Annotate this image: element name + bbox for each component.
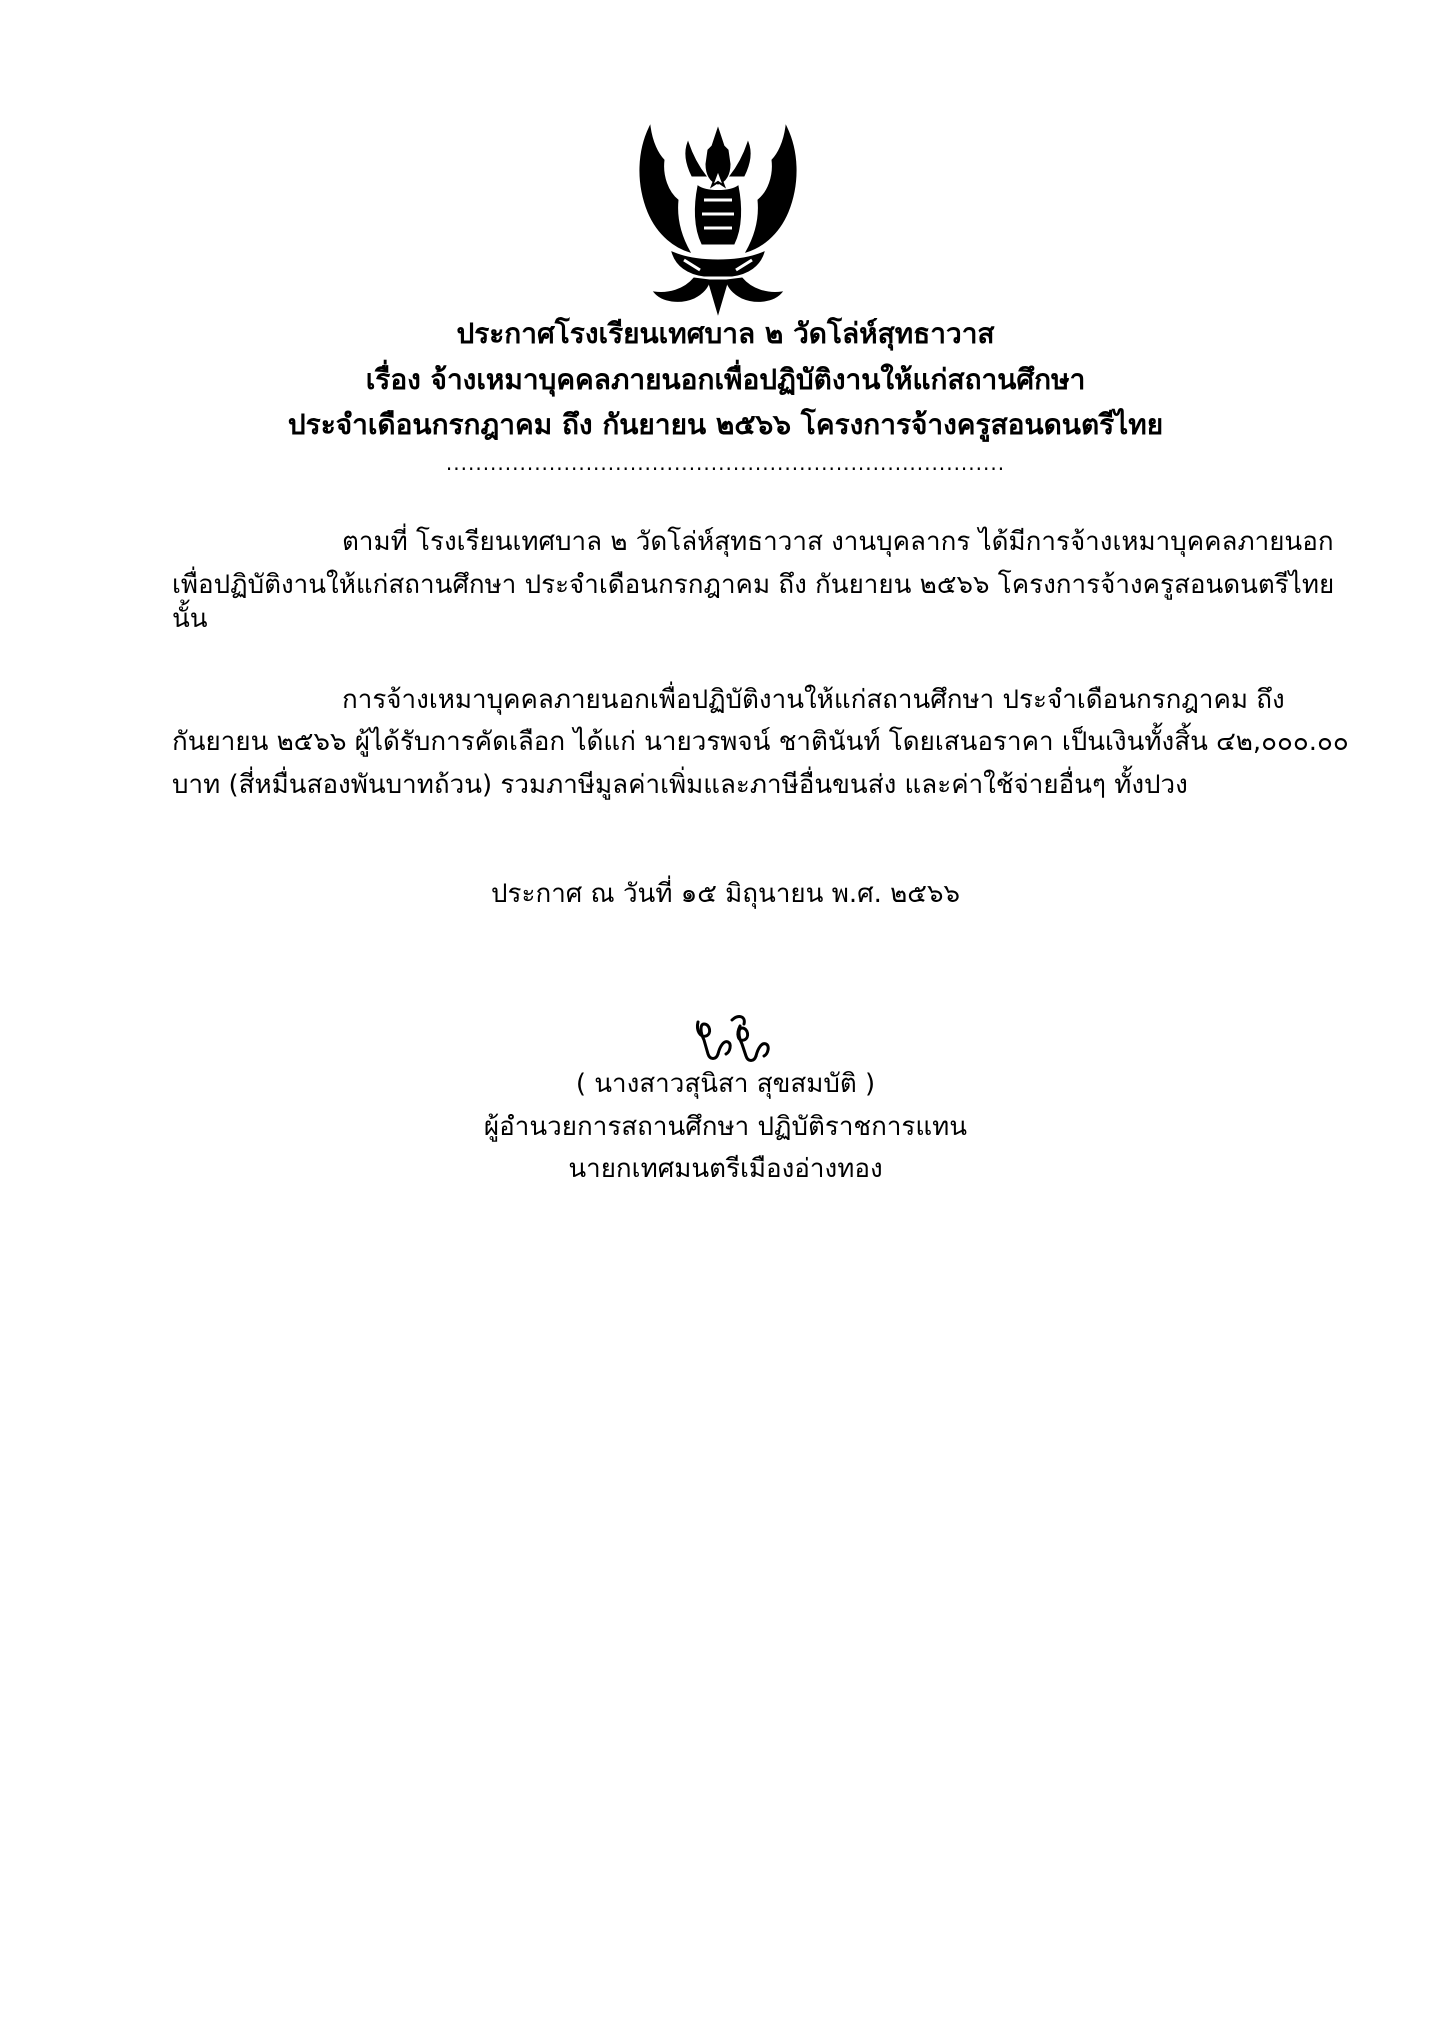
para2-line1: การจ้างเหมาบุคคลภายนอกเพื่อปฏิบัติงานให้แก่สถานศึกษา ประจำเดือนกรกฎาคม ถึง (342, 685, 1285, 715)
para2-line3: บาท (สี่หมื่นสองพันบาทถ้วน) รวมภาษีมูลค่าเพิ่มและภาษีอื่นขนส่ง และค่าใช้จ่ายอื่นๆ ทั้งปวง (172, 770, 1188, 800)
para1-line1: ตามที่ โรงเรียนเทศบาล ๒ วัดโล่ห์สุทธาวาส งานบุคลากร ได้มีการจ้างเหมาบุคคลภายนอก (342, 527, 1334, 557)
signer-name: ( นางสาวสุนิสา สุขสมบัติ ) (575, 1069, 876, 1099)
announcement-period: ประจำเดือนกรกฎาคม ถึง กันยายน ๒๕๖๖ โครงการจ้างครูสอนดนตรีไทย (287, 408, 1164, 441)
signer-office: นายกเทศมนตรีเมืองอ่างทอง (568, 1154, 883, 1184)
signer-position: ผู้อำนวยการสถานศึกษา ปฏิบัติราชการแทน (483, 1112, 968, 1142)
announcement-title: ประกาศโรงเรียนเทศบาล ๒ วัดโล่ห์สุทธาวาส (456, 317, 995, 350)
garuda-emblem-icon (632, 120, 804, 316)
para1-line3: นั้น (172, 604, 208, 634)
para2-line2: กันยายน ๒๕๖๖ ผู้ได้รับการคัดเลือก ได้แก่ นายวรพจน์ ชาตินันท์ โดยเสนอราคา เป็นเงินทั้งสิ้น ๔๒,๐๐๐.๐๐ (172, 727, 1349, 757)
para1-line2: เพื่อปฏิบัติงานให้แก่สถานศึกษา ประจำเดือนกรกฎาคม ถึง กันยายน ๒๕๖๖ โครงการจ้างครูสอนดนตรีไทย (172, 570, 1335, 600)
handwritten-signature (688, 1010, 778, 1070)
announcement-subject: เรื่อง จ้างเหมาบุคคลภายนอกเพื่อปฏิบัติงานให้แก่สถานศึกษา (365, 363, 1086, 396)
header-separator: ............................................................................ (445, 451, 1006, 475)
announce-date: ประกาศ ณ วันที่ ๑๕ มิถุนายน พ.ศ. ๒๕๖๖ (491, 879, 960, 909)
